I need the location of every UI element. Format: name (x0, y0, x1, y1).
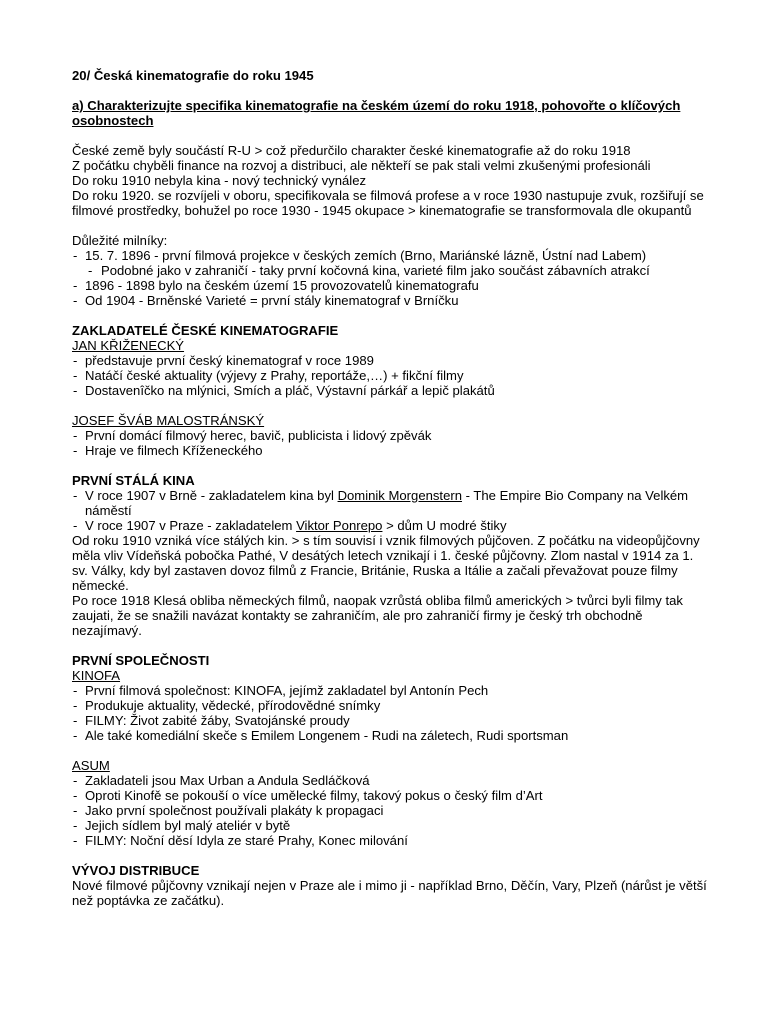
cinemas-paragraph-1: Od roku 1910 vzniká více stálých kin. > s tím souvisí i vznik filmových půjčoven. Z počátku na videopůjčovny měla vliv Vídeňská pobočka Pathé, V desátých letech vznikají i 1. české půjčovny. Zlom nastal v 1914 za 1. sv. Války, kdy byl zastaven dovoz filmů z Francie, Británie, Ruska a Itálie a začali převažovat pouze filmy německé. (72, 533, 700, 593)
founder-svab-list (72, 428, 708, 458)
link-morgenstern: Dominik Morgenstern (337, 488, 462, 503)
intro-line-3: Do roku 1910 nebyla kina - nový technický vynález (72, 173, 367, 188)
list-subitem: - Podobné jako v zahraničí - taky první kočovná kina, varieté film jako součást zábavních atrakcí (72, 263, 708, 278)
list-item: - Natáčí české aktuality (výjevy z Prahy, reportáže,…) + fikční filmy (72, 368, 708, 383)
founder-name-krizenecky: JAN KŘIŽENECKÝ (72, 338, 185, 353)
company-name-kinofa: KINOFA (72, 668, 121, 683)
asum-list (72, 773, 708, 848)
founders-heading: ZAKLADATELÉ ČESKÉ KINEMATOGRAFIE (72, 323, 339, 338)
founder-krizenecky-list (72, 353, 708, 398)
intro-line-2: Z počátku chyběli finance na rozvoj a distribuci, ale někteří se pak stali velmi zkušenými profesionáli (72, 158, 651, 173)
list-item (72, 518, 708, 533)
founder-name-svab: JOSEF ŠVÁB MALOSTRÁNSKÝ (72, 413, 265, 428)
distribution-heading: VÝVOJ DISTRIBUCE (72, 863, 200, 878)
intro-line-1: České země byly součástí R-U > což předurčilo charakter české kinematografie až do roku 1918 (72, 143, 631, 158)
intro-line-4: Do roku 1920. se rozvíjeli v oboru, specifikovala se filmová profese a v roce 1930 nastupuje zvuk, rozšiřují se filmové prostředky, bohužel po roce 1930 - 1945 okupace > kinematografie se transformovala dle okupantů (72, 188, 704, 218)
distribution-paragraph: Nové filmové půjčovny vznikají nejen v Praze ale i mimo ji - například Brno, Děčín, Vary, Plzeň (nárůst je větší než poptávka ze začátku). (72, 878, 707, 908)
list-item: - Oproti Kinofě se pokouší o více umělecké filmy, takový pokus o český film d’Art (72, 788, 708, 803)
text-span: V roce 1907 v Praze - zakladatelem (85, 518, 297, 533)
list-item: - První filmová společnost: KINOFA, jejímž zakladatel byl Antonín Pech (72, 683, 708, 698)
link-ponrepo: Viktor Ponrepo (296, 518, 383, 533)
list-item: - představuje první český kinematograf v roce 1989 (72, 353, 708, 368)
list-item: - Jako první společnost používali plakáty k propagaci (72, 803, 708, 818)
text-span: > dům U modré štiky (382, 518, 507, 533)
text-span: V roce 1907 v Brně - zakladatelem kina byl (85, 488, 338, 503)
list-item: - 15. 7. 1896 - první filmová projekce v českých zemích (Brno, Mariánské lázně, Ústní nad Labem) (72, 248, 708, 263)
list-item: - Ale také komediální skeče s Emilem Longenem - Rudi na záletech, Rudi sportsman (72, 728, 708, 743)
list-item: - Hraje ve filmech Kříženeckého (72, 443, 708, 458)
milestones-list (72, 248, 708, 308)
cinemas-list (72, 488, 708, 533)
question-heading: a) Charakterizujte specifika kinematografie na českém území do roku 1918, pohovořte o klíčových osobnostech (72, 98, 681, 128)
document-title: 20/ Česká kinematografie do roku 1945 (72, 68, 314, 83)
list-item: - FILMY: Noční děsí Idyla ze staré Prahy, Konec milování (72, 833, 708, 848)
list-item: - Zakladateli jsou Max Urban a Andula Sedláčková (72, 773, 708, 788)
list-item: - Od 1904 - Brněnské Varieté = první stály kinematograf v Brníčku (72, 293, 708, 308)
text-span: - The Empire Bio Company na Velkém náměstí (85, 488, 689, 518)
company-name-asum: ASUM (72, 758, 110, 773)
kinofa-list (72, 683, 708, 743)
companies-heading: PRVNÍ SPOLEČNOSTI (72, 653, 210, 668)
list-item: - Dostavenîčko na mlýnici, Smích a pláč, Výstavní párkář a lepič plakátů (72, 383, 708, 398)
milestones-label: Důležité milníky: (72, 233, 168, 248)
cinemas-paragraph-2: Po roce 1918 Klesá obliba německých filmů, naopak vzrůstá obliba filmů amerických > tvůrci byli filmy tak zaujati, že se snažili navázat kontakty se zahraničím, ale pro zahraničí firmy je český trh obchodně nezajímavý. (72, 593, 683, 638)
list-item (72, 488, 708, 518)
cinemas-heading: PRVNÍ STÁLÁ KINA (72, 473, 195, 488)
list-item: - Jejich sídlem byl malý ateliér v bytě (72, 818, 708, 833)
list-item: - FILMY: Život zabité žáby, Svatojánské proudy (72, 713, 708, 728)
list-item: - První domácí filmový herec, bavič, publicista i lidový zpěvák (72, 428, 708, 443)
list-item: - Produkuje aktuality, vědecké, přírodovědné snímky (72, 698, 708, 713)
list-item: - 1896 - 1898 bylo na českém území 15 provozovatelů kinematografu (72, 278, 708, 293)
